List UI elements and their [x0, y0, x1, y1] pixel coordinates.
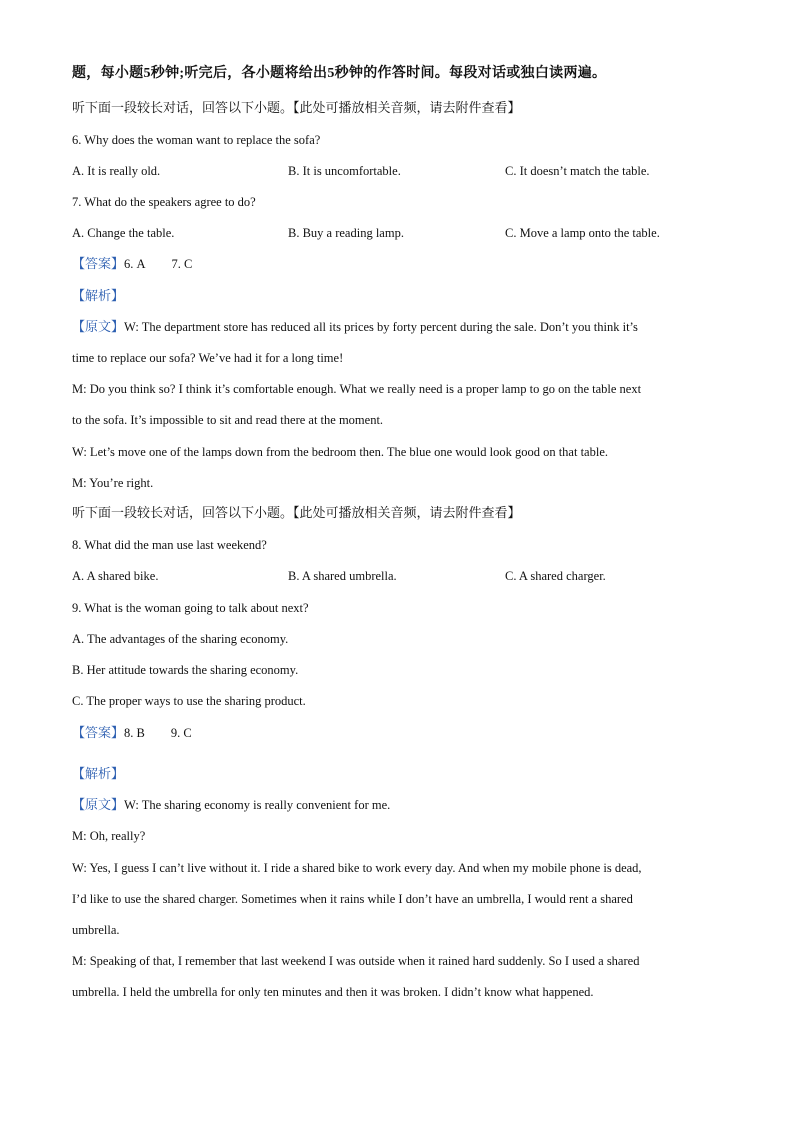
- question-9: 9. What is the woman going to talk about next?: [72, 601, 309, 615]
- q6-option-a: A. It is really old.: [72, 164, 161, 178]
- transcript-line: umbrella.: [72, 923, 120, 937]
- q8-option-c: C. A shared charger.: [505, 569, 606, 583]
- analysis-line-1: [72, 288, 734, 305]
- transcript-line: time to replace our sofa? We’ve had it for a long time!: [72, 351, 344, 365]
- question-8: 8. What did the man use last weekend?: [72, 538, 267, 552]
- transcript-line: 【原文】W: The department store has reduced all its prices by forty percent during the sale. Don’t you think it’s: [72, 320, 638, 335]
- answer-7: 7. C: [171, 257, 193, 271]
- transcript-line: W: Let’s move one of the lamps down from the bedroom then. The blue one would look good on that table.: [72, 445, 608, 459]
- answer-tag: 【答案】: [72, 257, 125, 272]
- transcript-line: 【原文】W: The sharing economy is really convenient for me.: [72, 798, 391, 813]
- transcript-line: to the sofa. It’s impossible to sit and read there at the moment.: [72, 413, 384, 427]
- q6-option-b: B. It is uncomfortable.: [288, 164, 401, 178]
- answer-6: 6. A: [124, 257, 146, 271]
- q9-option-a: A. The advantages of the sharing economy.: [72, 632, 289, 646]
- instructions-heading: 题，每小题5秒钟;听完后，各小题将给出5秒钟的作答时间。每段对话或独白读两遍。: [72, 66, 607, 81]
- q7-option-a: A. Change the table.: [72, 226, 175, 240]
- answer-tag: 【答案】: [72, 726, 125, 741]
- transcript-line: M: Speaking of that, I remember that last weekend I was outside when it rained hard suddenly. So I used a shared: [72, 954, 640, 968]
- q7-option-c: C. Move a lamp onto the table.: [505, 226, 660, 240]
- q8-option-b: B. A shared umbrella.: [288, 569, 397, 583]
- q9-option-b: B. Her attitude towards the sharing economy.: [72, 663, 299, 677]
- section1-instruction: 听下面一段较长对话，回答以下小题。【此处可播放相关音频，请去附件查看】: [72, 101, 521, 116]
- analysis-line-2: [72, 766, 734, 783]
- question-6: 6. Why does the woman want to replace the sofa?: [72, 133, 321, 147]
- answer-line-1: [72, 256, 734, 273]
- section2-instruction: 听下面一段较长对话，回答以下小题。【此处可播放相关音频，请去附件查看】: [72, 506, 521, 521]
- answer-line-2: [72, 725, 734, 742]
- transcript-line: W: Yes, I guess I can’t live without it. I ride a shared bike to work every day. And when my mobile phone is dead,: [72, 861, 642, 875]
- analysis-tag: 【解析】: [72, 767, 125, 782]
- q6-option-c: C. It doesn’t match the table.: [505, 164, 650, 178]
- answer-8: 8. B: [124, 726, 145, 740]
- analysis-tag: 【解析】: [72, 289, 125, 304]
- transcript-line: I’d like to use the shared charger. Sometimes when it rains while I don’t have an umbrella, I would rent a shared: [72, 892, 633, 906]
- q8-option-a: A. A shared bike.: [72, 569, 159, 583]
- answer-9: 9. C: [170, 726, 192, 740]
- question-7: 7. What do the speakers agree to do?: [72, 195, 256, 209]
- transcript-line: umbrella. I held the umbrella for only ten minutes and then it was broken. I didn’t know what happened.: [72, 985, 594, 999]
- transcript-line: M: Oh, really?: [72, 829, 146, 843]
- transcript-line: M: Do you think so? I think it’s comfortable enough. What we really need is a proper lamp to go on the table next: [72, 382, 642, 396]
- q7-option-b: B. Buy a reading lamp.: [288, 226, 404, 240]
- transcript-tag: 【原文】: [72, 320, 125, 335]
- q9-option-c: C. The proper ways to use the sharing product.: [72, 694, 306, 708]
- transcript-line: M: You’re right.: [72, 476, 154, 490]
- transcript-tag: 【原文】: [72, 798, 125, 813]
